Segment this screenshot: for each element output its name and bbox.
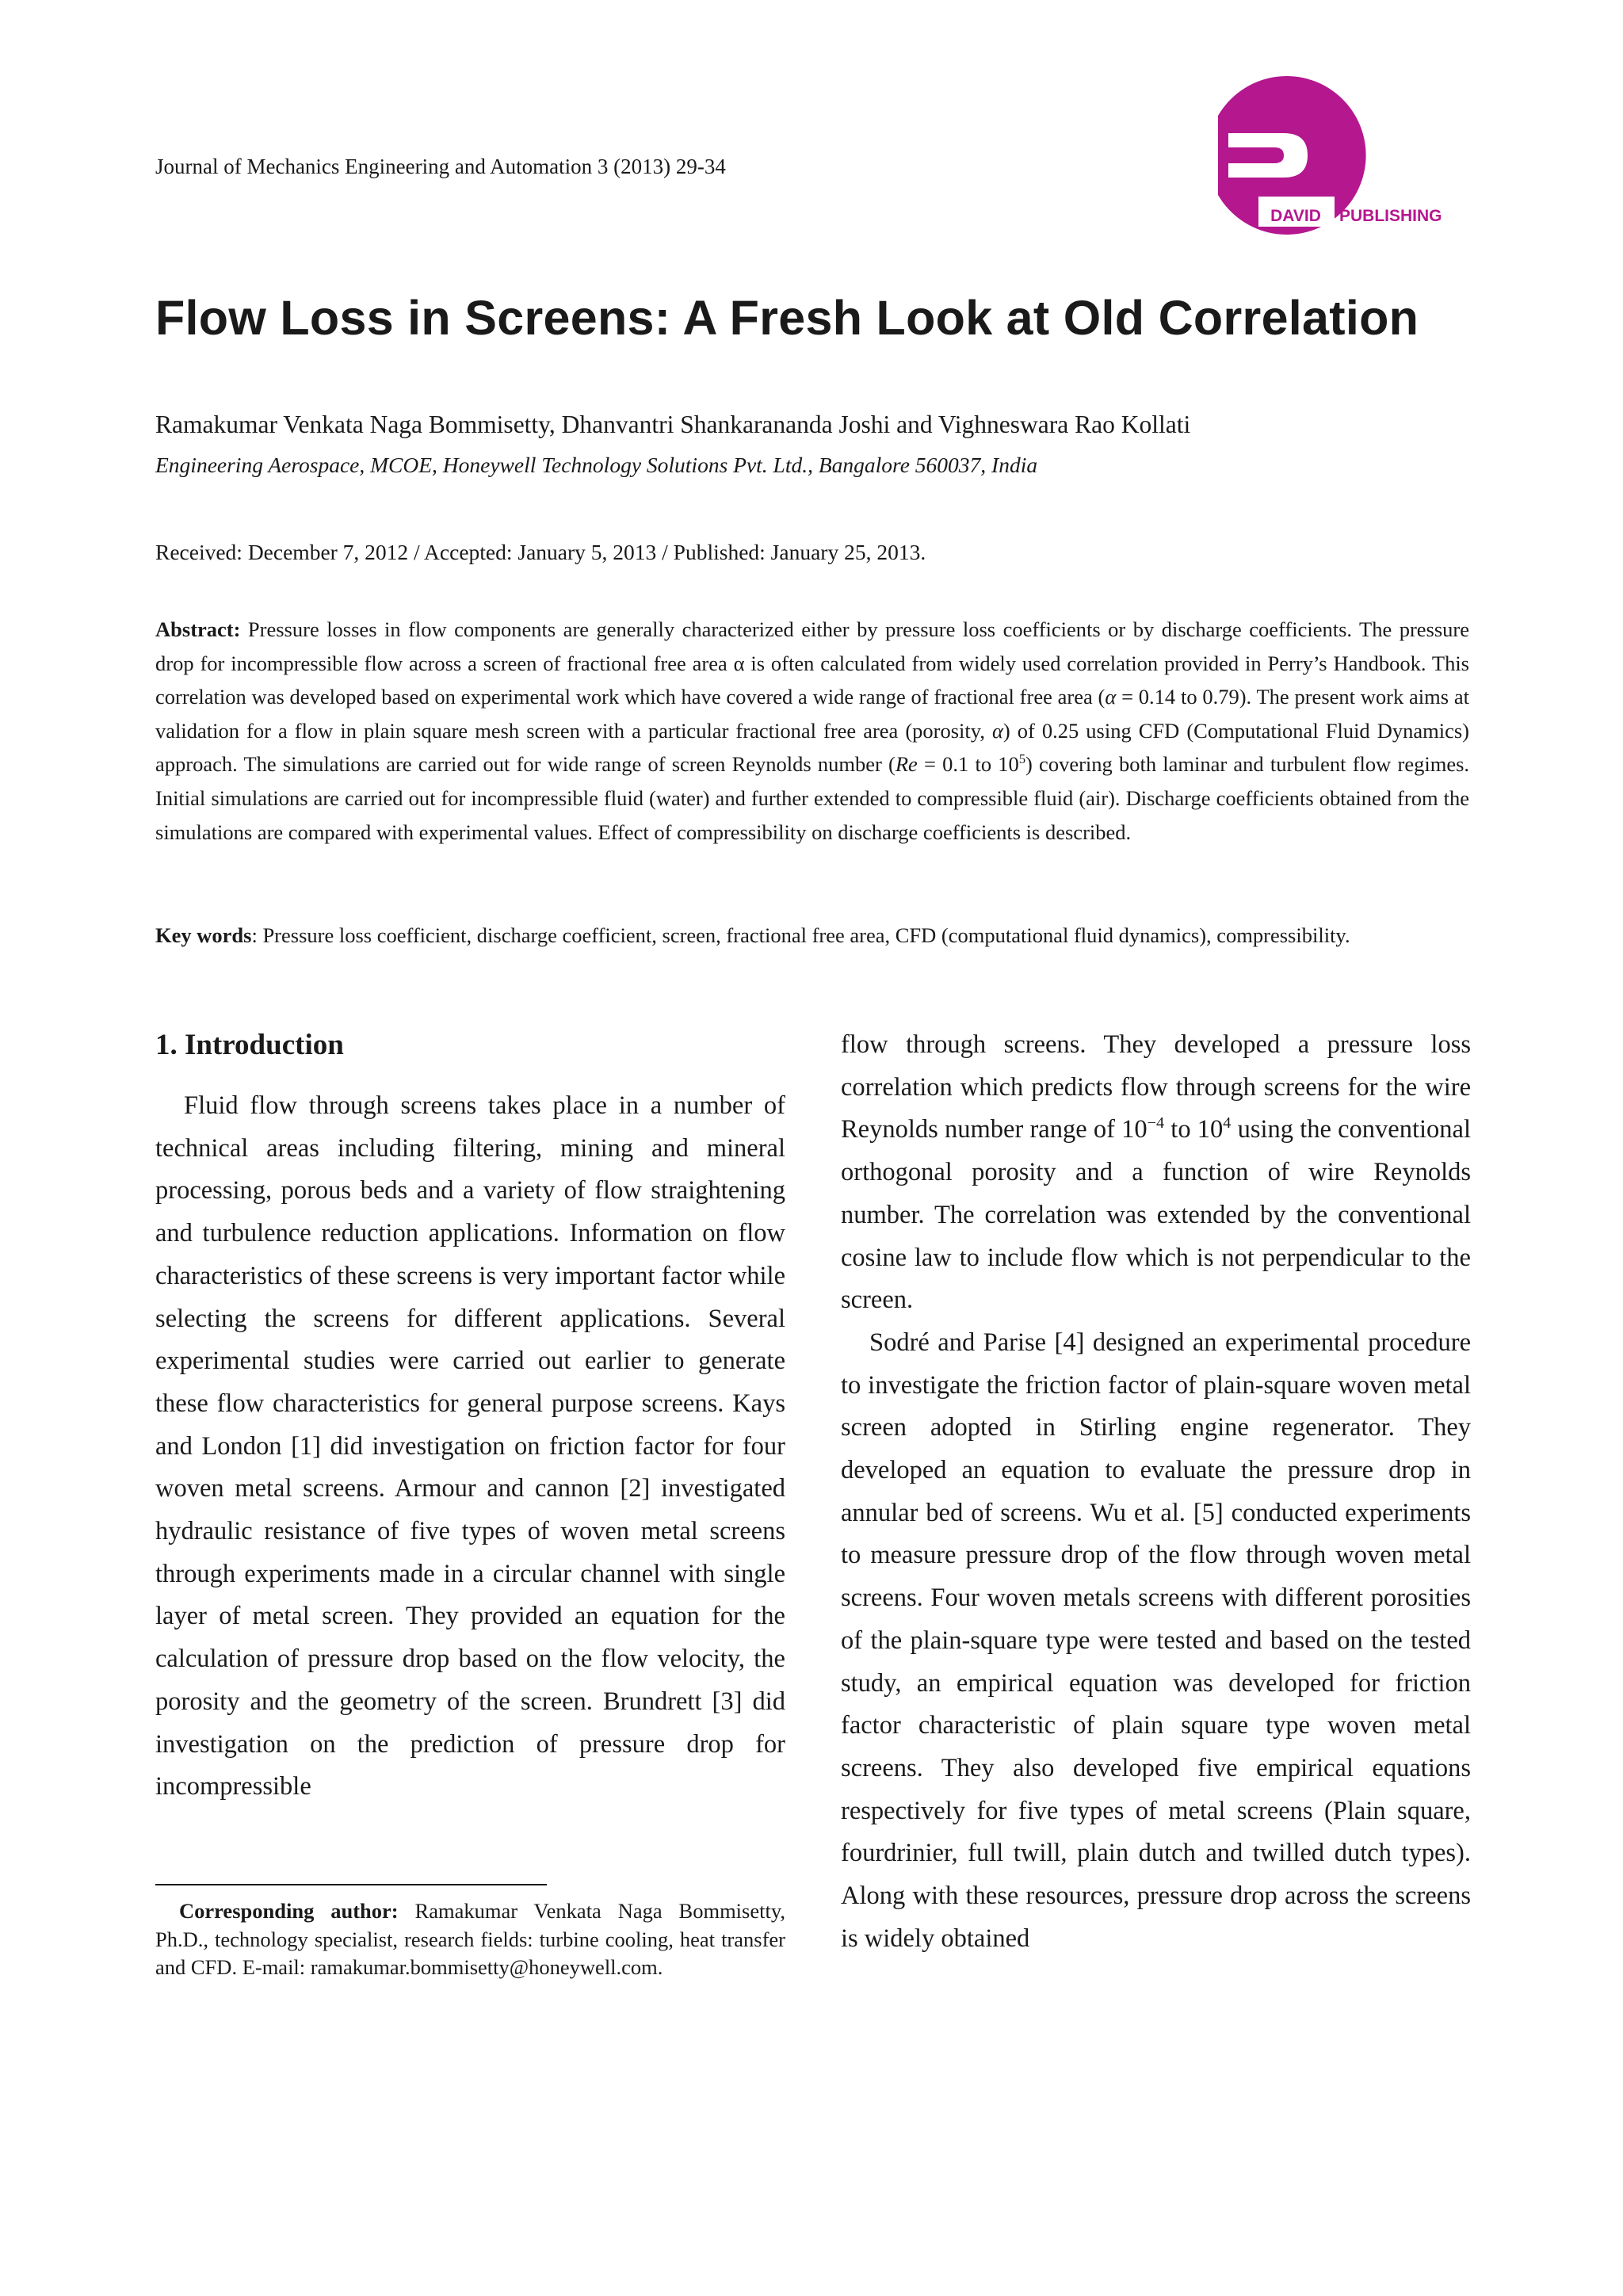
corresponding-author-footnote: Corresponding author: Ramakumar Venkata Naga Bommisetty, Ph.D., technology specialist, research fields: turbine cooling, heat transfer and CFD. E-mail: ramakumar.bommisetty@honeywell.com. — [155, 1899, 785, 1979]
journal-citation: Journal of Mechanics Engineering and Automation 3 (2013) 29-34 — [155, 155, 726, 178]
abstract-label: Abstract: — [155, 617, 241, 641]
publication-dates: Received: December 7, 2012 / Accepted: January 5, 2013 / Published: January 25, 2013. — [155, 540, 926, 564]
footnote-rule — [155, 1884, 547, 1885]
logo-word-publishing: PUBLISHING — [1339, 207, 1442, 225]
keywords-label: Key words — [155, 923, 252, 947]
footnote-label: Corresponding author: — [179, 1899, 399, 1923]
keywords: Key words: Pressure loss coefficient, discharge coefficient, screen, fractional free area, CFD (computational fluid dynamics), compressibility. — [155, 923, 1350, 947]
author-list: Ramakumar Venkata Naga Bommisetty, Dhanvantri Shankarananda Joshi and Vighneswara Rao Kollati — [155, 411, 1191, 438]
affiliation: Engineering Aerospace, MCOE, Honeywell Technology Solutions Pvt. Ltd., Bangalore 560037, India — [155, 453, 1038, 477]
paper-title: Flow Loss in Screens: A Fresh Look at Old Correlation — [155, 291, 1419, 345]
right-para-1: flow through screens. They developed a pressure loss correlation which predicts flow through screens for the wire Reynolds number range of $10^{-4}$ to $10^4$ using the conventional orthogonal porosity and a function of wire Reynolds number. The correlation was extended by the conventional cosine law to include flow which is not perpendicular to the screen. — [841, 1030, 1472, 1315]
section-heading-introduction: 1. Introduction — [155, 1029, 344, 1061]
intro-left-column: Fluid flow through screens takes place in a number of technical areas including filtering, mining and mineral processing, porous beds and a variety of flow straightening and turbulence reduction applications. Information on flow characteristics of these screens is very important factor while selecting the screens for different applications. Several experimental studies were carried out earlier to generate these flow characteristics for general purpose screens. Kays and London [1] did investigation on friction factor for four woven metal screens. Armour and cannon [2] investigated hydraulic resistance of five types of woven metal screens through experiments made in a circular channel with single layer of metal screen. They provided an equation for the calculation of pressure drop based on the flow velocity, the porosity and the geometry of the screen. Brundrett [3] did investigation on the prediction of pressure drop for incompressible — [155, 1091, 785, 1801]
right-para-2: Sodré and Parise [4] designed an experimental procedure to investigate the friction factor of plain-square woven metal screen adopted in Stirling engine regenerator. They developed an equation to evaluate the pressure drop in annular bed of screens. Wu et al. [5] conducted experiments to measure pressure drop of the flow through woven metal screens. Four woven metals screens with different porosities of the plain-square type were tested and based on the tested study, an empirical equation was developed for friction factor characteristic of plain square type woven metal screens. They also developed five empirical equations respectively for five types of metal screens (Plain square, fourdrinier, full twill, plain dutch and twilled dutch types). Along with these resources, pressure drop across the screens is widely obtained — [841, 1328, 1471, 1953]
logo-word-david: DAVID — [1270, 207, 1321, 225]
intro-right-column — [841, 1024, 1471, 1960]
abstract: Abstract: Pressure losses in flow components are generally characterized either by pressure loss coefficients or by discharge coefficients. The pressure drop for incompressible flow across a screen of fractional free area α is often calculated from widely used correlation provided in Perry’s Handbook. This correlation was developed based on experimental work which have covered a wide range of fractional free area (α = 0.14 to 0.79). The present work aims at validation for a flow in plain square mesh screen with a particular fractional free area (porosity, α) of 0.25 using CFD (Computational Fluid Dynamics) approach. The simulations are carried out for wide range of screen Reynolds number (Re = 0.1 to $10^5$) covering both laminar and turbulent flow regimes. Initial simulations are carried out for incompressible fluid (water) and further extended to compressible fluid (air). Discharge coefficients obtained from the simulations are compared with experimental values. Effect of compressibility on discharge coefficients is described. — [155, 617, 1470, 844]
david-publishing-logo — [1197, 76, 1474, 235]
